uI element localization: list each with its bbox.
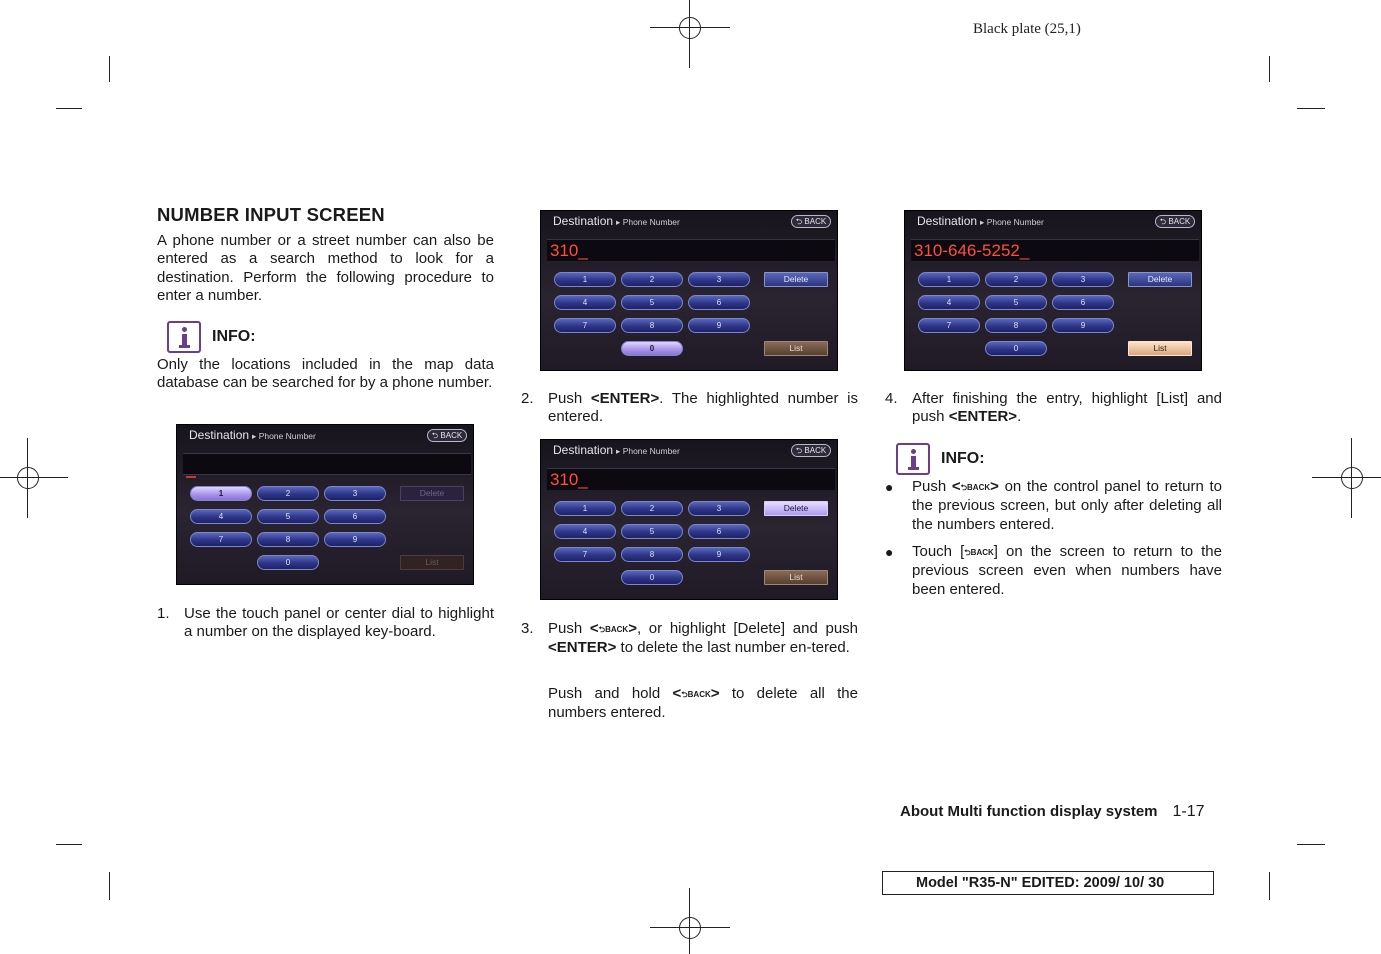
key-9[interactable]: 9: [688, 547, 750, 562]
key-0[interactable]: 0: [621, 341, 683, 356]
screen-4: [904, 210, 1202, 371]
key-7[interactable]: 7: [554, 547, 616, 562]
key-1[interactable]: 1: [554, 501, 616, 516]
back-button[interactable]: ⮌ BACK: [1155, 215, 1195, 228]
key-4[interactable]: 4: [918, 295, 980, 310]
info-label: INFO:: [941, 450, 985, 467]
back-key-icon: ⮌BACK: [681, 690, 711, 699]
crop-mark: [1269, 56, 1270, 82]
key-6[interactable]: 6: [688, 524, 750, 539]
registration-mark: [8, 458, 48, 498]
footer-section: About Multi function display system: [900, 803, 1158, 820]
key-8[interactable]: 8: [985, 318, 1047, 333]
key-2[interactable]: 2: [257, 486, 319, 501]
crop-mark: [1269, 872, 1270, 900]
number-field: 310-646-5252_: [911, 239, 1199, 261]
key-4[interactable]: 4: [190, 509, 252, 524]
key-3[interactable]: 3: [324, 486, 386, 501]
list-button[interactable]: List: [1128, 341, 1192, 356]
intro-paragraph: A phone number or a street number can also be entered as a search method to look for a destination. Perform the following procedure to enter a number.: [157, 232, 494, 304]
key-6[interactable]: 6: [324, 509, 386, 524]
info-label: INFO:: [212, 328, 256, 345]
delete-button[interactable]: Delete: [1128, 272, 1192, 287]
key-7[interactable]: 7: [918, 318, 980, 333]
key-2[interactable]: 2: [621, 501, 683, 516]
registration-mark: [1332, 458, 1372, 498]
info-block-1: [167, 321, 256, 353]
key-9[interactable]: 9: [324, 532, 386, 547]
screen-title: Destination ▸ Phone Number: [553, 443, 680, 457]
key-7[interactable]: 7: [554, 318, 616, 333]
number-field: 310_: [547, 239, 835, 261]
key-5[interactable]: 5: [621, 295, 683, 310]
info-icon: [167, 321, 201, 353]
key-8[interactable]: 8: [621, 547, 683, 562]
key-6[interactable]: 6: [688, 295, 750, 310]
key-5[interactable]: 5: [985, 295, 1047, 310]
screen-title: Destination ▸ Phone Number: [917, 214, 1044, 228]
key-3[interactable]: 3: [688, 501, 750, 516]
screen-3: [540, 439, 838, 600]
key-1[interactable]: 1: [190, 486, 252, 501]
info-text: Only the locations included in the map data database can be searched for by a phone number.: [157, 356, 494, 392]
key-0[interactable]: 0: [257, 555, 319, 570]
registration-mark: [670, 8, 710, 48]
key-9[interactable]: 9: [688, 318, 750, 333]
back-key-icon: ⮌BACK: [960, 483, 991, 492]
crop-mark: [1297, 844, 1325, 845]
key-0[interactable]: 0: [985, 341, 1047, 356]
key-3[interactable]: 3: [688, 272, 750, 287]
crop-mark: [1297, 108, 1325, 109]
registration-mark: [670, 908, 710, 948]
back-button[interactable]: ⮌ BACK: [791, 215, 831, 228]
bullet-icon: ●: [885, 479, 894, 495]
key-8[interactable]: 8: [621, 318, 683, 333]
list-button[interactable]: List: [764, 341, 828, 356]
key-9[interactable]: 9: [1052, 318, 1114, 333]
key-4[interactable]: 4: [554, 524, 616, 539]
info-block-2: [896, 443, 985, 475]
number-field: [183, 453, 471, 475]
key-3[interactable]: 3: [1052, 272, 1114, 287]
page-footer: [900, 803, 1205, 821]
key-7[interactable]: 7: [190, 532, 252, 547]
key-1[interactable]: 1: [918, 272, 980, 287]
key-0[interactable]: 0: [621, 570, 683, 585]
crop-mark: [109, 56, 110, 82]
plate-label: Black plate (25,1): [973, 21, 1081, 37]
crop-mark: [56, 108, 82, 109]
delete-button[interactable]: Delete: [764, 501, 828, 516]
bullet-icon: ●: [885, 544, 894, 560]
key-2[interactable]: 2: [985, 272, 1047, 287]
back-key-icon: ⮌BACK: [964, 548, 994, 557]
back-button[interactable]: ⮌ BACK: [427, 429, 467, 442]
delete-button[interactable]: Delete: [400, 486, 464, 501]
delete-button[interactable]: Delete: [764, 272, 828, 287]
screen-title: Destination ▸ Phone Number: [553, 214, 680, 228]
key-2[interactable]: 2: [621, 272, 683, 287]
section-title: NUMBER INPUT SCREEN: [157, 204, 385, 225]
key-1[interactable]: 1: [554, 272, 616, 287]
list-button[interactable]: List: [764, 570, 828, 585]
key-5[interactable]: 5: [621, 524, 683, 539]
model-edited-box: Model "R35-N" EDITED: 2009/ 10/ 30: [882, 871, 1214, 895]
number-field: 310_: [547, 468, 835, 490]
key-6[interactable]: 6: [1052, 295, 1114, 310]
screen-1: [176, 424, 474, 585]
page-number: 1-17: [1172, 803, 1205, 820]
info-icon: [896, 443, 930, 475]
key-4[interactable]: 4: [554, 295, 616, 310]
back-key-icon: ⮌BACK: [598, 625, 629, 634]
key-5[interactable]: 5: [257, 509, 319, 524]
back-button[interactable]: ⮌ BACK: [791, 444, 831, 457]
key-8[interactable]: 8: [257, 532, 319, 547]
crop-mark: [109, 872, 110, 900]
screen-title: Destination ▸ Phone Number: [189, 428, 316, 442]
screen-2: [540, 210, 838, 371]
crop-mark: [56, 844, 82, 845]
list-button[interactable]: List: [400, 555, 464, 570]
